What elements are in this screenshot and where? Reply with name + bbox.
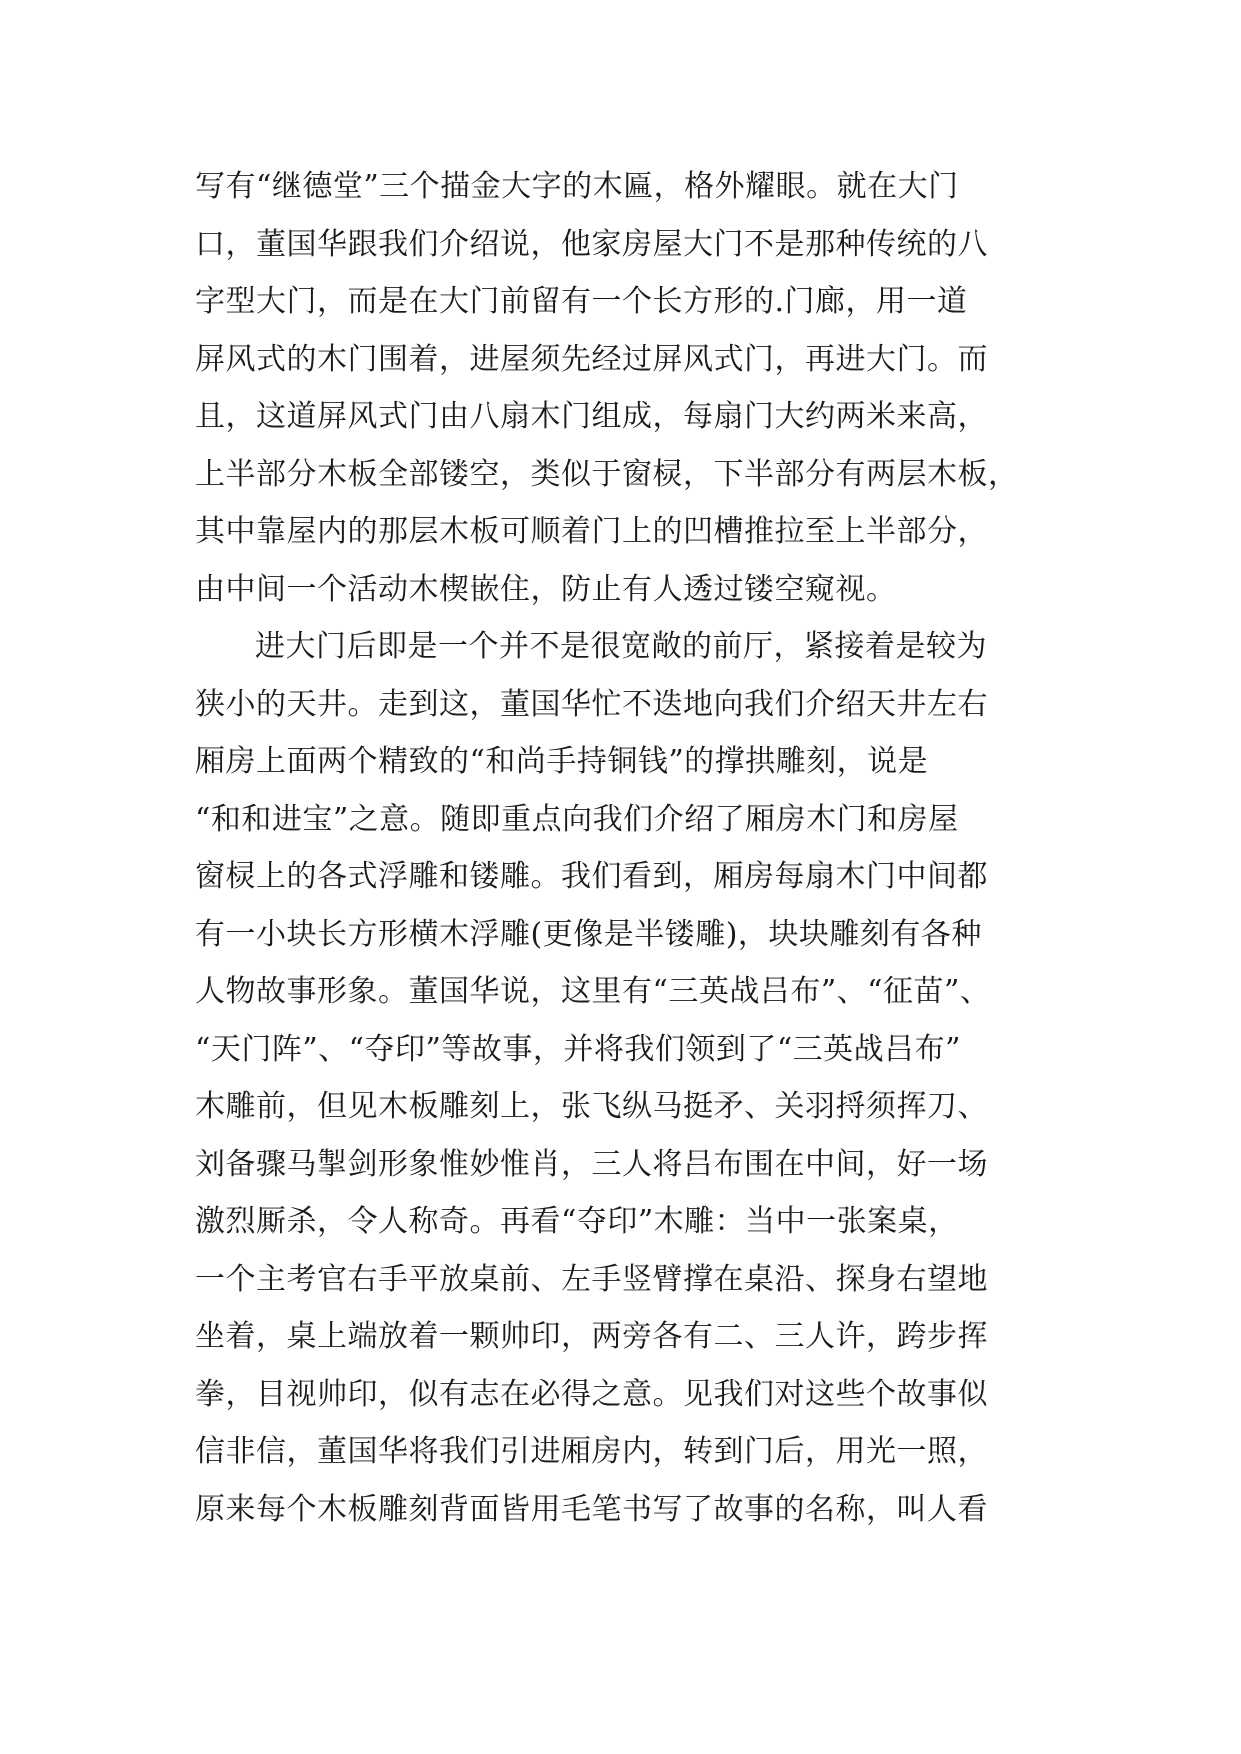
text-line: 一个主考官右手平放桌前、左手竖臂撑在桌沿、探身右望地	[195, 1261, 988, 1297]
text-line: “和和进宝”之意。随即重点向我们介绍了厢房木门和房屋	[195, 801, 959, 837]
text-line: 屏风式的木门围着，进屋须先经过屏风式门，再进大门。而	[195, 341, 988, 377]
text-line: 有一小块长方形横木浮雕(更像是半镂雕)，块块雕刻有各种	[195, 916, 982, 952]
text-line: 厢房上面两个精致的“和尚手持铜钱”的撑拱雕刻，说是	[195, 744, 929, 779]
text-line: 狭小的天井。走到这，董国华忙不迭地向我们介绍天井左右	[195, 686, 988, 722]
text-line: 口，董国华跟我们介绍说，他家房屋大门不是那种传统的八	[195, 226, 988, 262]
text-line: 原来每个木板雕刻背面皆用毛笔书写了故事的名称，叫人看	[195, 1491, 988, 1527]
text-line: 信非信，董国华将我们引进厢房内，转到门后，用光一照，	[195, 1434, 988, 1469]
text-line: 拳，目视帅印，似有志在必得之意。见我们对这些个故事似	[195, 1376, 988, 1412]
text-line: 其中靠屋内的那层木板可顺着门上的凹槽推拉至上半部分，	[195, 514, 988, 549]
text-line: 激烈厮杀，令人称奇。再看“夺印”木雕：当中一张案桌，	[195, 1204, 959, 1239]
text-line: 坐着，桌上端放着一颗帅印，两旁各有二、三人许，跨步挥	[195, 1319, 988, 1354]
text-line: 上半部分木板全部镂空，类似于窗棂，下半部分有两层木板，	[195, 456, 1019, 492]
paragraph-start-line: 进大门后即是一个并不是很宽敞的前厅，紧接着是较为	[255, 629, 987, 664]
text-line: 字型大门，而是在大门前留有一个长方形的.门廊，用一道	[195, 284, 968, 319]
body-text	[195, 158, 1095, 1538]
text-line: 写有“继德堂”三个描金大字的木匾，格外耀眼。就在大门	[195, 169, 959, 204]
text-line: 人物故事形象。董国华说，这里有“三英战吕布”、“征苗”、	[195, 974, 991, 1009]
text-line: 由中间一个活动木楔嵌住，防止有人透过镂空窥视。	[195, 571, 897, 607]
text-line: 窗棂上的各式浮雕和镂雕。我们看到，厢房每扇木门中间都	[195, 859, 988, 894]
text-line: 且，这道屏风式门由八扇木门组成，每扇门大约两米来高，	[195, 399, 988, 434]
text-line: 木雕前，但见木板雕刻上，张飞纵马挺矛、关羽捋须挥刀、	[195, 1089, 988, 1124]
text-line: “天门阵”、“夺印”等故事，并将我们领到了“三英战吕布”	[195, 1031, 962, 1067]
text-line: 刘备骤马掣剑形象惟妙惟肖，三人将吕布围在中间，好一场	[195, 1146, 988, 1182]
